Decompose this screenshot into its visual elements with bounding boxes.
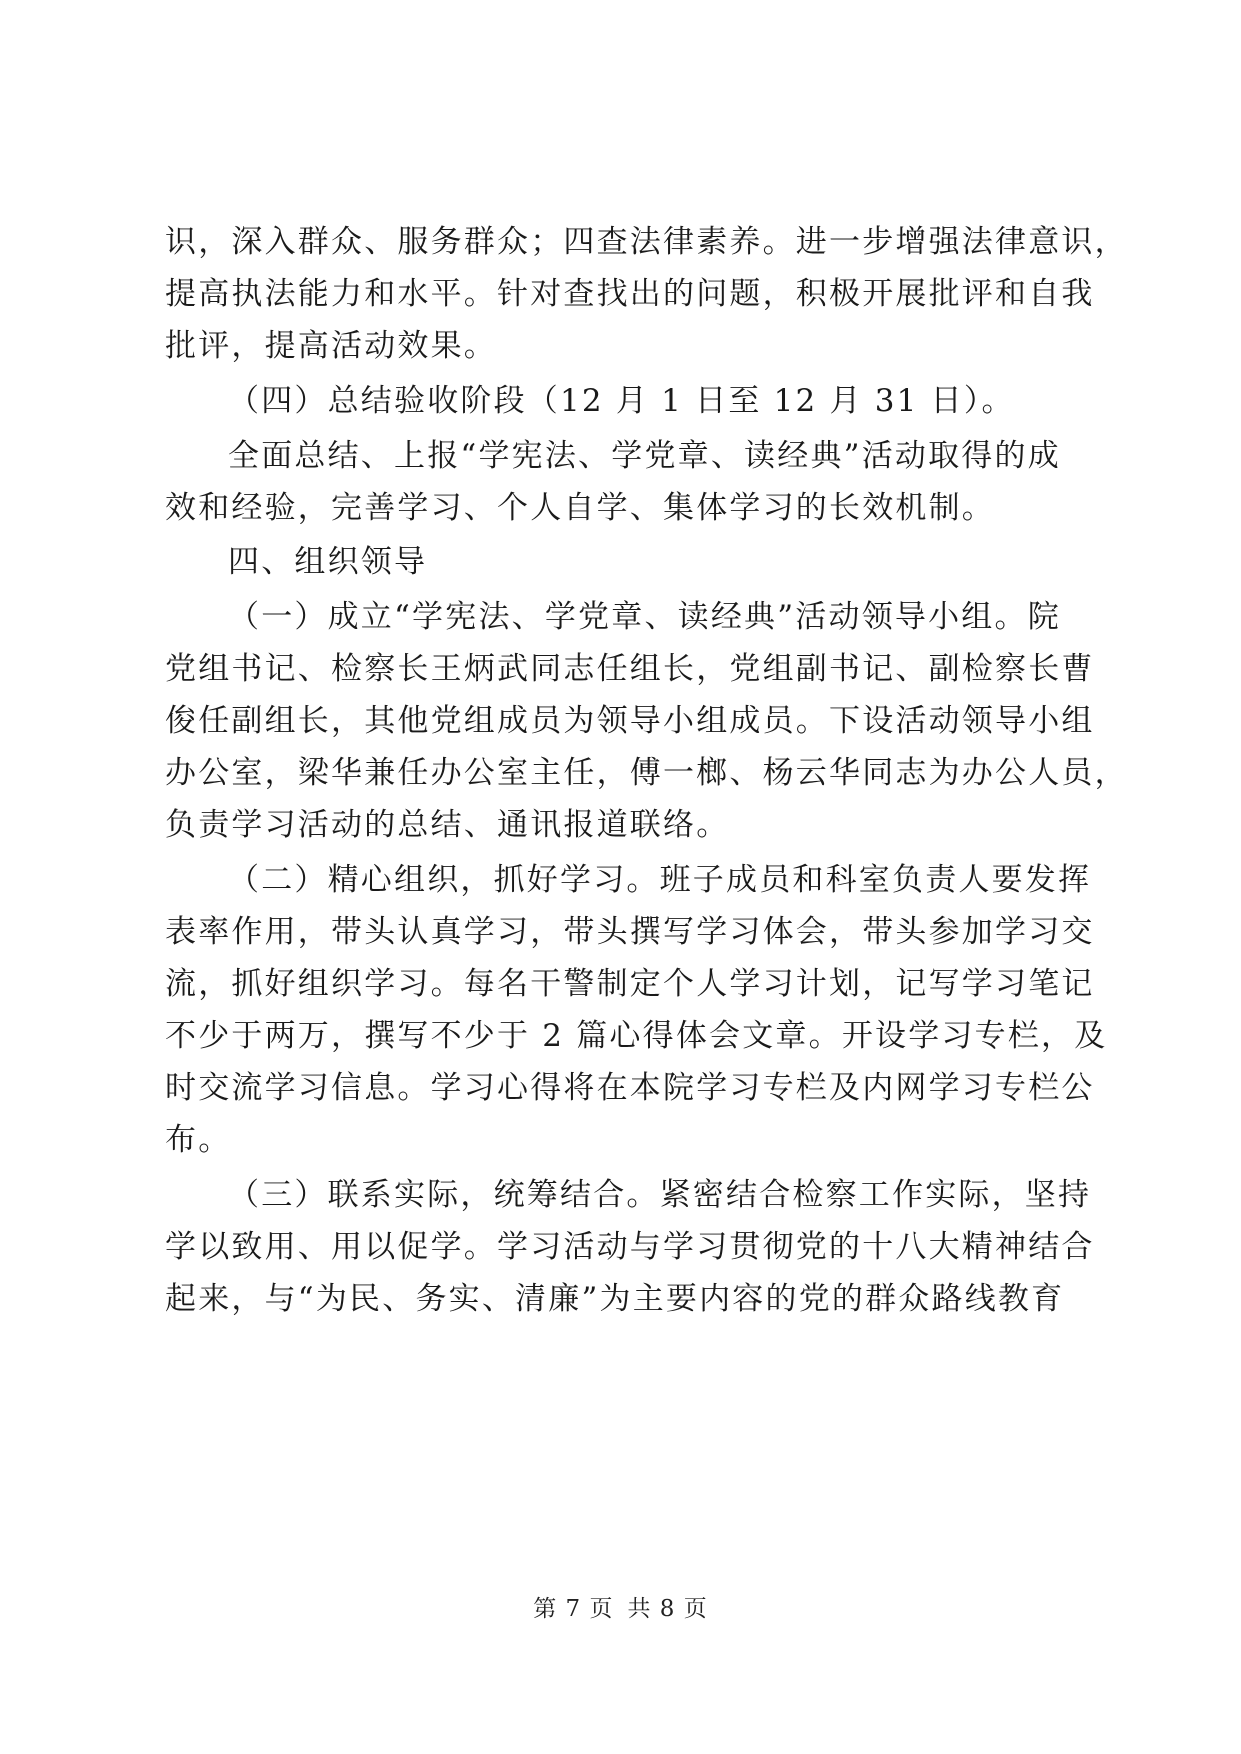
text-line: 批评，提高活动效果。 (165, 328, 497, 364)
text-line: 时交流学习信息。学习心得将在本院学习专栏及内网学习专栏公 (165, 1070, 1095, 1106)
text-line: 流，抓好组织学习。每名干警制定个人学习计划，记写学习笔记 (165, 966, 1095, 1002)
text-line: （一）成立“学宪法、学党章、读经典”活动领导小组。院 (228, 599, 1061, 635)
text-line: 俊任副组长，其他党组成员为领导小组成员。下设活动领导小组 (165, 703, 1095, 739)
text-line: （三）联系实际，统筹结合。紧密结合检察工作实际，坚持 (228, 1177, 1092, 1213)
text-line: 效和经验，完善学习、个人自学、集体学习的长效机制。 (165, 490, 995, 526)
text-line: 布。 (165, 1122, 232, 1158)
text-line: 办公室，梁华兼任办公室主任，傅一榔、杨云华同志为办公人员， (165, 755, 1128, 791)
section-heading: 四、组织领导 (228, 544, 428, 580)
page-total: 共 8 页 (627, 1596, 708, 1622)
text-line: （二）精心组织，抓好学习。班子成员和科室负责人要发挥 (228, 862, 1092, 898)
text-line: 全面总结、上报“学宪法、学党章、读经典”活动取得的成 (228, 438, 1061, 474)
text-line: 表率作用，带头认真学习，带头撰写学习体会，带头参加学习交 (165, 914, 1095, 950)
section-heading: （四）总结验收阶段（12 月 1 日至 12 月 31 日）。 (228, 383, 1015, 419)
page-footer (0, 1594, 1241, 1624)
text-line: 负责学习活动的总结、通讯报道联络。 (165, 807, 730, 843)
text-line: 不少于两万，撰写不少于 2 篇心得体会文章。开设学习专栏，及 (165, 1018, 1108, 1054)
text-line: 起来，与“为民、务实、清廉”为主要内容的党的群众路线教育 (165, 1281, 1065, 1317)
page-number: 第 7 页 (533, 1596, 614, 1622)
text-line: 党组书记、检察长王炳武同志任组长，党组副书记、副检察长曹 (165, 651, 1095, 687)
text-line: 识，深入群众、服务群众；四查法律素养。进一步增强法律意识， (165, 224, 1128, 260)
text-line: 学以致用、用以促学。学习活动与学习贯彻党的十八大精神结合 (165, 1229, 1095, 1265)
text-line: 提高执法能力和水平。针对查找出的问题，积极开展批评和自我 (165, 276, 1095, 312)
